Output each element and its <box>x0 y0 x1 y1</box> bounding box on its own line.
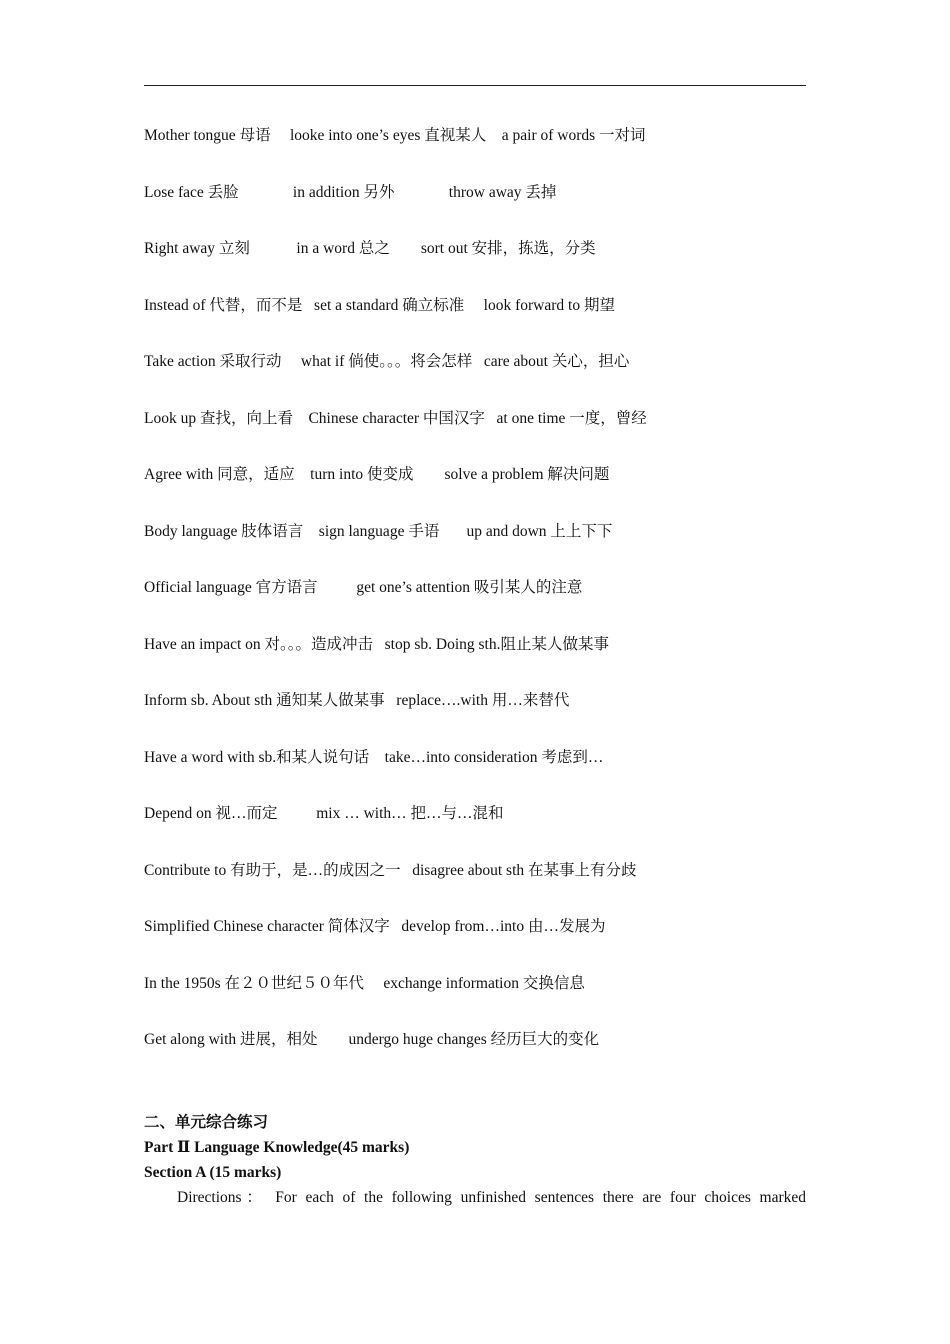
vocab-row: Take action 采取行动 what if 倘使。。。将会怎样 care about 关心，担心 <box>144 353 630 370</box>
vocabulary-list <box>144 124 806 1085</box>
vocab-row: Inform sb. About sth 通知某人做某事 replace….with 用…来替代 <box>144 692 570 709</box>
vocab-row: Agree with 同意，适应 turn into 使变成 solve a problem 解决问题 <box>144 466 610 483</box>
vocab-row: Mother tongue 母语 looke into one’s eyes 直视某人 a pair of words 一对词 <box>144 127 646 144</box>
part-title: Part Ⅱ Language Knowledge(45 marks) <box>144 1139 410 1156</box>
vocab-row: Have a word with sb.和某人说句话 take…into consideration 考虑到… <box>144 748 604 766</box>
vocab-row: Have an impact on 对。。。造成冲击 stop sb. Doing sth.阻止某人做某事 <box>144 635 609 653</box>
exercise-heading: 二、单元综合练习 <box>144 1114 269 1131</box>
vocab-row: Instead of 代替，而不是 set a standard 确立标准 look forward to 期望 <box>144 296 615 314</box>
vocab-row: Official language 官方语言 get one’s attention 吸引某人的注意 <box>144 579 583 596</box>
vocab-row: In the 1950s 在２０世纪５０年代 exchange information 交换信息 <box>144 974 585 992</box>
vocab-row: Simplified Chinese character 简体汉字 develop from…into 由…发展为 <box>144 918 606 935</box>
vocab-row: Look up 查找，向上看 Chinese character 中国汉字 at one time 一度，曾经 <box>144 409 647 427</box>
vocab-row: Depend on 视…而定 mix … with… 把…与…混和 <box>144 805 504 822</box>
vocab-row: Contribute to 有助于，是…的成因之一 disagree about sth 在某事上有分歧 <box>144 861 637 879</box>
section-title: Section A (15 marks) <box>144 1164 282 1181</box>
header-rule <box>144 85 806 86</box>
vocab-row: Right away 立刻 in a word 总之 sort out 安排，拣选，分类 <box>144 240 596 257</box>
directions-text: Directions： For each of the following unfinished sentences there are four choices marked <box>177 1189 806 1206</box>
vocab-row: Body language 肢体语言 sign language 手语 up and down 上上下下 <box>144 522 613 540</box>
vocab-row: Get along with 进展，相处 undergo huge changes 经历巨大的变化 <box>144 1031 600 1048</box>
exercise-section <box>144 1110 806 1210</box>
vocab-row: Lose face 丢脸 in addition 另外 throw away 丢掉 <box>144 183 557 201</box>
